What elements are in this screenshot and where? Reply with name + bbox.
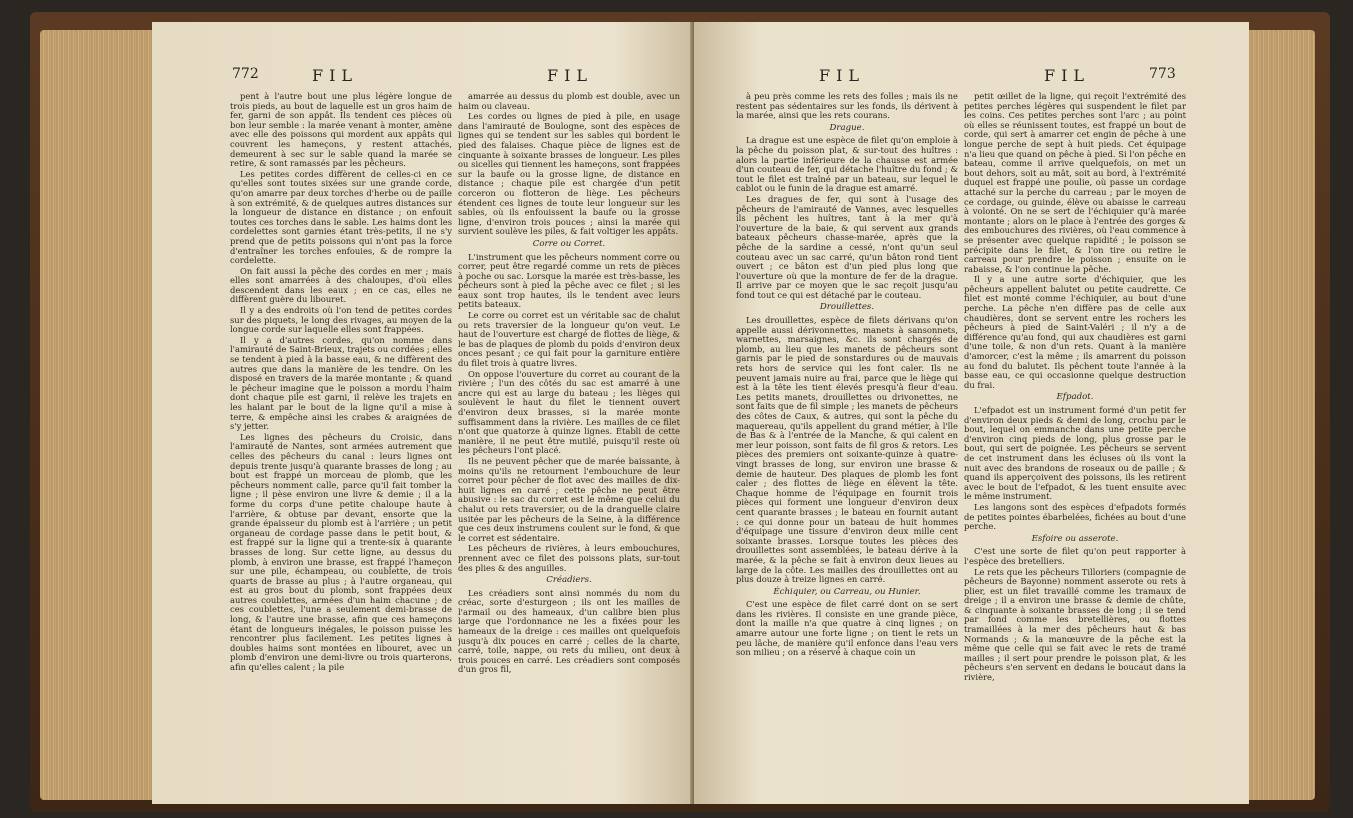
page-number-right: 773	[1149, 66, 1176, 82]
paragraph: C'est une espèce de filet carré dont on se sert dans les rivières. Il consiste en une grande pièce, dont la maille n'a que quatre à cinq lignes ; on amarre autour une forte ligne ; on tient le rets un peu lâche, de manière qu'il enfonce dans l'eau vers son milieu ; on a réservé à chaque coin un	[736, 599, 958, 658]
paragraph: Le rets que les pêcheurs Tilloriers (compagnie de pêcheurs de Bayonne) nomment asserote ou rets à plier, est un filet travaillé comme les tramaux de dreige ; il a environ une brasse & demie de chûte, & cinquante à soixante brasses de long ; il se tend par fond comme les bretellières, ou flottes tramaillées à la mer des pêcheurs haut & bas Normands ; & la manœuvre de la pêche est la même que celle qui se fait avec le rets de tramé mailles ; il sert pour prendre le poisson plat, & les pêcheurs s'en servent en dedans le boucaut dans la rivière,	[964, 566, 1186, 683]
paragraph: Il y a d'autres cordes, qu'on nomme dans l'amirauté de Saint-Brieux, trajets ou cordées ; elles se tendent à pied à la basse eau, & ne diffèrent des autres que dans la manière de les tendre. On les disposé en travers de la marée montante ; & quand le pêcheur imagine que le poisson a mordu l'haim dont chaque pile est garni, il relève les trajets en les halant par le bout de la ligne qu'il a mise à terre, & empêche ainsi les crabes & araignées de s'y jetter.	[230, 334, 452, 432]
paragraph: C'est une sorte de filet qu'on peut rapporter à l'espèce des bretelliers.	[964, 546, 1186, 566]
right-column-2	[964, 92, 1186, 804]
paragraph: amarrée au dessus du plomb est double, avec un haim ou claveau.	[458, 92, 680, 111]
paragraph: Les lignes des pêcheurs du Croisic, dans l'amirauté de Nantes, sont armées autrement que celles des pêcheurs du canal : leurs lignes ont depuis trente jusqu'à quarante brasses de long ; au bout est frappé un morceau de plomb, que les pêcheurs nomment calle, parce qu'il fait tomber la ligne ; il pèse environ une livre & demie ; il a la forme du corps d'une petite chaloupe haute à l'arrière, & obtuse par devant, ensorte que la grande épaisseur du plomb est à l'arrière ; un petit organeau de cordage passe dans le petit bout, & est frappé sur la ligne qui a trente-six à quarante brasses de long. Sur cette ligne, au dessus du plomb, à environ une brasse, est frappé l'hameçon sur une pile, échampeau, ou coublette, de trois quarts de brasse au plus ; à l'autre organeau, qui est au gros bout du plomb, sont frappées deux autres coublettes, armées d'un haim chacune ; de ces coublettes, l'une a seulement demi-brasse de long, & l'autre une brasse, afin que ces hameçons étant de longueurs inégales, le poisson puisse les rencontrer plus facilement. Les petites lignes à doubles haims sont montées en libouret, avec un plomb d'environ une demi-livre ou trois quarterons, afin qu'elles calent ; la pile	[230, 431, 452, 673]
running-head-left: FIL	[312, 66, 359, 85]
left-column-1	[230, 92, 452, 804]
paragraph: Il y a une autre sorte d'échiquier, que les pêcheurs appellent balutet ou petite caudrette. Ce filet est monté comme l'échiquier, au bout d'une perche. La pêche n'en diffère pas de celle aux chaudières, dont se servent entre les rochers les pêcheurs à pied de Saint-Valéri ; il n'y a de différence qu'au fond, qui aux chaudières est garni d'une toile, & non d'un rets. Quant à la manière d'amorcer, c'est la même ; ils amarrent du poisson au fond du balutet. Ils pêchent toute l'année à la basse eau, ce qui occasionne quelque destruction du frai.	[964, 274, 1186, 390]
section-heading: Échiquier, ou Carreau, ou Hunier.	[773, 586, 921, 597]
paragraph: La drague est une espèce de filet qu'on emploie à la pêche du poisson plat, & sur-tout des huîtres : alors la partie inférieure de la chausse est armée d'un couteau de fer, qui détache l'huître du fond ; & tout le filet est traîné par un bateau, sur lequel le cablot ou le funin de la drague est amarré.	[736, 135, 958, 194]
paragraph: Les créadiers sont ainsi nommés du nom du créac, sorte d'esturgeon ; ils ont les mailles de l'armail ou des hameaux, d'un calibre bien plus large que l'ordonnance ne les a fixées pour les hameaux de la dreige : ces mailles ont quelquefois jusqu'à dix pouces en carré ; celles de la charte, carré, toile, nappe, ou rets du milieu, ont deux à trois pouces en carré. Les créadiers sont composés d'un gros fil,	[458, 587, 680, 675]
paragraph: On fait aussi la pêche des cordes en mer ; mais elles sont amarrées à des chaloupes, d'où elles descendent dans les eaux ; en ce cas, elles ne diffèrent guère du libouret.	[230, 265, 452, 305]
page-edges-right	[1245, 30, 1315, 800]
section-heading: Efpadot.	[1056, 392, 1094, 403]
paragraph: Les drouillettes, espèce de filets dérivans qu'on appelle aussi dérivonnettes, manets à sansonnets, warnettes, marsaignes, &c. ils sont chargés de plomb, au lieu que les manets de pêcheurs sont garnis par le pied de sonstardures ou de mauvais rets hors de service qui les font caler. Ils ne peuvent jamais nuire au frai, parce que le liège qui est à la tête les tient élevés presqu'à fleur d'eau. Les petits manets, drouillettes ou drivonettes, ne sont faits que de fil simple ; les manets de pêcheurs des côtes de Caux, & autres, qui sont la pêche du maquereau, qu'ils appellent du grand métier, à l'île de Bas & à l'entrée de la Manche, & qui calent en mer leur poisson, sont faits de fil gros & retors. Les pièces des premiers ont soixante-quinze à quatre-vingt brasses de long, sur environ une brasse & demie de hauteur. Des plaques de plomb les font caler ; des flottes de liège en élèvent la tête. Chaque homme de l'équipage en fournit trois pièces qui forment une longueur d'environ deux cent quarante brasses ; le bateau en fournit autant : ce qui donne pour un bateau de huit hommes d'équipage une tissure d'environ deux mille cent soixante brasses. Lorsque toutes les pièces des drouillettes sont assemblées, le bateau dérive à la marée, & la pêche se fait à environ deux lieues au large de la côte. Les mailles des drouillettes ont au plus douze à treize lignes en carré.	[736, 315, 958, 585]
left-column-2	[458, 92, 680, 804]
running-head-right-col1: FIL	[819, 66, 866, 85]
paragraph: L'instrument que les pêcheurs nomment corre ou correr, peut être regardé comme un rets de pièces à poche ou sac. Lorsque la marée est très-basse, les pêcheurs sont à pied la pêche avec ce filet ; si les eaux sont trop hautes, ils le tendent avec leurs petits bateaux.	[458, 251, 680, 310]
section-heading: Drague.	[829, 122, 865, 133]
paragraph: Les petites cordes diffèrent de celles-ci en ce qu'elles sont toutes sixées sur une grande corde, qu'on amarre par deux torches d'herbe ou de paille à son extrémité, & de quelques autres distances sur la longueur de distance en distance ; on enfouit toutes ces torches dans le sable. Les haims dont les cordelettes sont garnies étant très-petits, il ne s'y prend que de petits poissons qui n'ont pas la force d'entraîner les torches enfouies, & de rompre la cordelette.	[230, 168, 452, 266]
paragraph: Les dragues de fer, qui sont à l'usage des pêcheurs de l'amirauté de Vannes, avec lesquelles ils pêchent les huîtres, tant à la mer qu'à l'ouverture de la baie, & qui servent aux grands bateaux pêcheurs chasse-marée, après que la pêche de la sardine a cessé, n'ont qu'un seul couteau avec un sac carré, qu'un bâton rond tient ouvert ; ce bâton est d'un pied plus long que l'ouverture où que la monture de fer de la drague. Il arrive par ce moyen que le sac reçoit jusqu'au fond tout ce qui est détaché par le couteau.	[736, 193, 958, 300]
paragraph: Les pêcheurs de rivières, à leurs embouchures, prennent avec ce filet des poissons plats, sur-tout des plies & des anguilles.	[458, 543, 680, 573]
paragraph: On oppose l'ouverture du corret au courant de la rivière ; l'un des côtés du sac est amarré à une ancre qui est au large du bateau ; les lièges qui soulèvent le haut du filet le tiennent ouvert d'environ deux brasses, si la marée monte suffisamment dans la rivière. Les mailles de ce filet n'ont que quatorze à quinze lignes. Établi de cette manière, il ne peut être mutilé, puisqu'il reste où les pêcheurs l'ont placé.	[458, 368, 680, 456]
paragraph: Les cordes ou lignes de pied à pile, en usage dans l'amirauté de Boulogne, sont des espèces de lignes qui se tendent sur les sables qui bordent le pied des falaises. Chaque pièce de lignes est de cinquante à soixante brasses de longueur. Les piles ou sicelles qui tiennent les hameçons, sont frappées sur la baufe ou la grosse ligne, de distance en distance ; chaque pile est chargée d'un petit corceron ou flotteron de liège. Les pêcheurs étendent ces lignes de toute leur longueur sur les sables, où ils enfouissent la baufe ou la grosse ligne, d'environ trois pouces ; ainsi la marée qui survient soulève les piles, & fait voltiger les appâts.	[458, 111, 680, 237]
paragraph: pent à l'autre bout une plus légère longue de trois pieds, au bout de laquelle est un gros haim de fer, garni de son appât. Ils tendent ces pièces où bon leur semble : la marée venant à monter, amène avec elle des poissons qui mordent aux appâts qui couvrent les hameçons, y restent attachés, demeurent à sec sur le sable quand la marée se retire, & sont ramassés par les pêcheurs.	[230, 92, 452, 169]
running-head-right: FIL	[1044, 66, 1091, 85]
page-edges-left	[40, 30, 160, 800]
left-page	[152, 22, 694, 804]
right-column-1	[736, 92, 958, 804]
section-heading: Drouillettes.	[819, 302, 875, 313]
paragraph: Il y a des endroits où l'on tend de petites cordes sur des piquets, le long des rivages, au moyen de la longue corde sur laquelle elles sont frappées.	[230, 305, 452, 335]
section-heading: Créadiers.	[546, 575, 592, 586]
section-heading: Corre ou Corret.	[532, 238, 606, 249]
section-heading: Esfoire ou asserote.	[1031, 533, 1119, 544]
paragraph: L'efpadot est un instrument formé d'un petit fer d'environ deux pieds & demi de long, crochu par le bout, lequel on emmanche dans une petite perche d'environ cinq pieds de long, plus grosse par le bout, qui sert de poignée. Les pêcheurs se servent de cet instrument dans les écluses où ils vont la nuit avec des brandons de roseaux ou de paille ; & quand ils apperçoivent des poissons, ils les retirent avec le bout de l'efpadot, & les tuent ensuite avec le même instrument.	[964, 405, 1186, 502]
paragraph: Le corre ou corret est un véritable sac de chalut ou rets traversier de la longueur qu'on veut. Le haut de l'ouverture est chargé de flottes de liège, & le bas de plaques de plomb du poids d'environ deux onces pesant ; ce qui fait pour la garniture entière du filet trois à quatre livres.	[458, 310, 680, 369]
right-page	[694, 22, 1249, 804]
paragraph: Ils ne peuvent pêcher que de marée baissante, à moins qu'ils ne retournent l'embouchure de leur corret pour pêcher de flot avec des mailles de dix-huit lignes en carré ; cette pêche ne peut être abusive : le sac du corret est le même que celui du chalut ou rets traversier, ou de la dranguelle claire usitée par les pêcheurs de la Seine, à la différence que ces deux instrumens coulent sur le fond, & que le corret est sédentaire.	[458, 455, 680, 543]
page-number-left: 772	[232, 66, 259, 82]
paragraph: Les langons sont des espèces d'efpadots formés de petites pointes ébarbelées, fichées au bout d'une perche.	[964, 501, 1186, 532]
running-head-left-col2: FIL	[547, 66, 594, 85]
paragraph: petit œillet de la ligne, qui reçoit l'extrémité des petites perches légères qui suspendent le filet par les coins. Ces petites perches sont l'arc ; au point où elles se réunissent toutes, est frappé un bout de corde, qui sert à amarrer cet engin de pêche à une longue perche de sept à huit pieds. Cet équipage n'a lieu que quand on pêche à pied. Si l'on pêche en bateau, comme il arrive quelquefois, on met un bout dehors, soit au mât, soit au bord, à l'extrémité duquel est frappé une poulie, où passe un cordage attaché sur la perche du carreau ; par le moyen de ce cordage, ou guinde, élève ou abaisse le carreau à volonté. On ne se sert de l'échiquier qu'à marée montante ; alors on le place à l'entrée des gorges & des embouchures des rivières, où l'eau commence à se présenter avec quelque rapidité ; le poisson se précipite dans le filet, & l'on tire ou retire le carreau pour prendre le poisson ; ensuite on le rabaisse, & l'on continue la pêche.	[964, 92, 1186, 274]
paragraph: à peu près comme les rets des folles ; mais ils ne restent pas sédentaires sur les fonds, ils dérivent à la marée, ainsi que les rets courans.	[736, 92, 958, 121]
